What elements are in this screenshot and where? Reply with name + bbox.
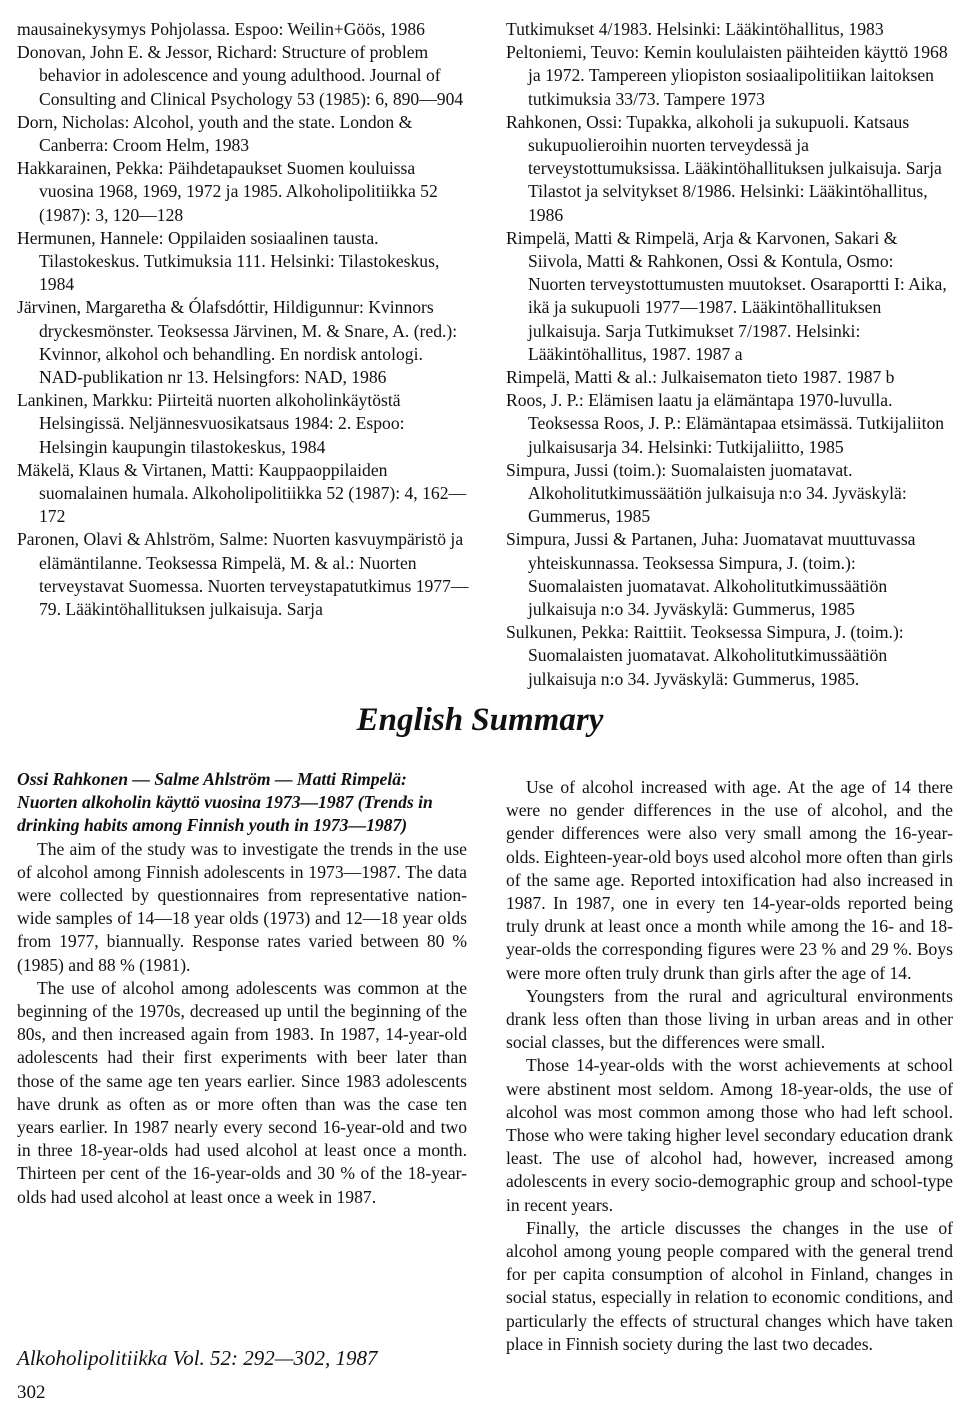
reference-entry: Järvinen, Margaretha & Ólafsdóttir, Hildigunnur: Kvinnors dryckesmönster. Teoksessa Järvinen, M. & Snare, A. (red.): Kvinnor, alkohol och behandling. En nordisk antologi. NAD-publikation nr 13. Helsingfors: NAD, 1986 <box>17 297 458 388</box>
references-right-column <box>506 18 953 691</box>
reference-entry: Dorn, Nicholas: Alcohol, youth and the state. London & Canberra: Croom Helm, 1983 <box>17 111 413 156</box>
summary-right-column <box>506 776 953 1356</box>
summary-paragraph: Use of alcohol increased with age. At the age of 14 there were no gender differences in the use of alcohol, and the gender differences were also very small among the 16-year-olds. Eighteen-year-old boys used alcohol more often than girls of the same age. Reported intoxification had also increased in 1987. In 1987, one in every ten 14-year-olds reported being truly drunk at least once a month while among the 16- and 18-year-olds the corresponding figures were 23 % and 29 %. Boys were more often truly drunk than girls after the age of 14. <box>506 777 953 983</box>
reference-entry: Rimpelä, Matti & al.: Julkaisematon tieto 1987. 1987 b <box>506 367 895 388</box>
reference-entry: Rimpelä, Matti & Rimpelä, Arja & Karvonen, Sakari & Siivola, Matti & Rahkonen, Ossi & Kontula, Osmo: Nuorten terveystottumusten muutokset. Osaraportti I: Aika, ikä ja sukupuoli 1977—1987. Lääkintöhallituksen julkaisuja. Sarja Tutkimukset 7/1987. Helsinki: Lääkintöhallitus, 1987. 1987 a <box>506 227 947 364</box>
summary-paragraph: The use of alcohol among adolescents was common at the beginning of the 1970s, decreased up until the beginning of the 80s, and then increased again from 1983. In 1987, 14-year-old adolescents had their first experiments with beer later than those of the same age ten years earlier. Since 1983 adolescents have drunk as often as or more often than was the case ten years earlier. In 1987 nearly every second 16-year-old and two in three 18-year-olds had used alcohol at least once a month. Thirteen per cent of the 16-year-olds and 30 % of the 18-year-olds had used alcohol at least once a week in 1987. <box>17 977 467 1207</box>
reference-entry: mausainekysymys Pohjolassa. Espoo: Weilin+Göös, 1986 <box>17 19 425 39</box>
summary-title: English Summary <box>356 702 604 738</box>
summary-paragraph: Youngsters from the rural and agricultural environments drank less often than those living in urban areas and in other social classes, but the differences were small. <box>506 985 953 1053</box>
summary-paragraph: The aim of the study was to investigate the trends in the use of alcohol among Finnish adolescents in 1973—1987. The data were collected by questionnaires from representative nation-wide samples of 14—18 year olds (1973) and 12—18 year olds from 1977, biannually. Response rates varied between 80 % (1985) and 88 % (1981). <box>17 838 467 975</box>
summary-paragraph: Those 14-year-olds with the worst achievements at school were abstinent most seldom. Among 18-year-olds, the use of alcohol was most common among those who had left school. Those who were taking higher level secondary education drank least. The use of alcohol had, however, increased among adolescents in every socio-demographic group and school-type in recent years. <box>506 1055 953 1215</box>
reference-entry: Lankinen, Markku: Piirteitä nuorten alkoholinkäytöstä Helsingissä. Neljännesvuosikatsaus 1984: 2. Espoo: Helsingin kaupungin tilastokeskus, 1984 <box>17 390 405 457</box>
reference-entry: Simpura, Jussi & Partanen, Juha: Juomatavat muuttuvassa yhteiskunnassa. Teoksessa Simpura, J. (toim.): Suomalaisten juomatavat. Alkoholitutkimussäätiön julkaisuja n:o 34. Jyväskylä: Gummerus, 1985 <box>506 529 916 620</box>
article-heading: Ossi Rahkonen — Salme Ahlström — Matti Rimpelä: Nuorten alkoholin käyttö vuosina 1973—1987 (Trends in drinking habits among Finnish youth in 1973—1987) <box>17 769 433 836</box>
reference-entry: Tutkimukset 4/1983. Helsinki: Lääkintöhallitus, 1983 <box>506 19 884 39</box>
journal-citation: Alkoholipolitiikka Vol. 52: 292—302, 1987 <box>17 1346 378 1370</box>
summary-paragraph: Finally, the article discusses the changes in the use of alcohol among young people compared with the general trend for per capita consumption of alcohol in Finland, changes in social status, especially in relation to economic conditions, and particularly the effects of structural changes which have taken place in Finnish society during the last two decades. <box>506 1217 953 1354</box>
summary-left-column <box>17 768 467 1209</box>
reference-entry: Donovan, John E. & Jessor, Richard: Structure of problem behavior in adolescence and young adulthood. Journal of Consulting and Clinical Psychology 53 (1985): 6, 890—904 <box>17 42 464 109</box>
reference-entry: Simpura, Jussi (toim.): Suomalaisten juomatavat. Alkoholitutkimussäätiön julkaisuja n:o 34. Jyväskylä: Gummerus, 1985 <box>506 459 907 527</box>
reference-entry: Paronen, Olavi & Ahlström, Salme: Nuorten kasvuympäristö ja elämäntilanne. Teoksessa Rimpelä, M. & al.: Nuorten terveystavat Suomessa. Nuorten terveystapatutkimus 1977—79. Lääkintöhallituksen julkaisuja. Sarja <box>17 529 469 620</box>
reference-entry: Hermunen, Hannele: Oppilaiden sosiaalinen tausta. Tilastokeskus. Tutkimuksia 111. Helsinki: Tilastokeskus, 1984 <box>17 227 440 295</box>
page-number: 302 <box>17 1382 46 1403</box>
reference-entry: Peltoniemi, Teuvo: Kemin koululaisten päihteiden käyttö 1968 ja 1972. Tampereen yliopiston sosiaalipolitiikan laitoksen tutkimuksia 33/73. Tampere 1973 <box>506 42 948 109</box>
reference-entry: Rahkonen, Ossi: Tupakka, alkoholi ja sukupuoli. Katsaus sukupuolieroihin nuorten terveydessä ja terveystottumuksissa. Lääkintöhallituksen julkaisuja. Sarja Tilastot ja selvitykset 8/1986. Helsinki: Lääkintöhallitus, 1986 <box>506 111 942 225</box>
references-left-column <box>17 18 470 621</box>
reference-entry: Roos, J. P.: Elämisen laatu ja elämäntapa 1970-luvulla. Teoksessa Roos, J. P.: Elämäntapaa etsimässä. Tutkijaliiton julkaisusarja 34. Helsinki: Tutkijaliitto, 1985 <box>506 390 945 457</box>
reference-entry: Sulkunen, Pekka: Raittiit. Teoksessa Simpura, J. (toim.): Suomalaisten juomatavat. Alkoholitutkimussäätiön julkaisuja n:o 34. Jyväskylä: Gummerus, 1985. <box>506 622 904 689</box>
reference-entry: Mäkelä, Klaus & Virtanen, Matti: Kauppaoppilaiden suomalainen humala. Alkoholipolitiikka 52 (1987): 4, 162—172 <box>17 459 467 527</box>
reference-entry: Hakkarainen, Pekka: Päihdetapaukset Suomen kouluissa vuosina 1968, 1969, 1972 ja 1985. Alkoholipolitiikka 52 (1987): 3, 120—128 <box>17 158 438 225</box>
